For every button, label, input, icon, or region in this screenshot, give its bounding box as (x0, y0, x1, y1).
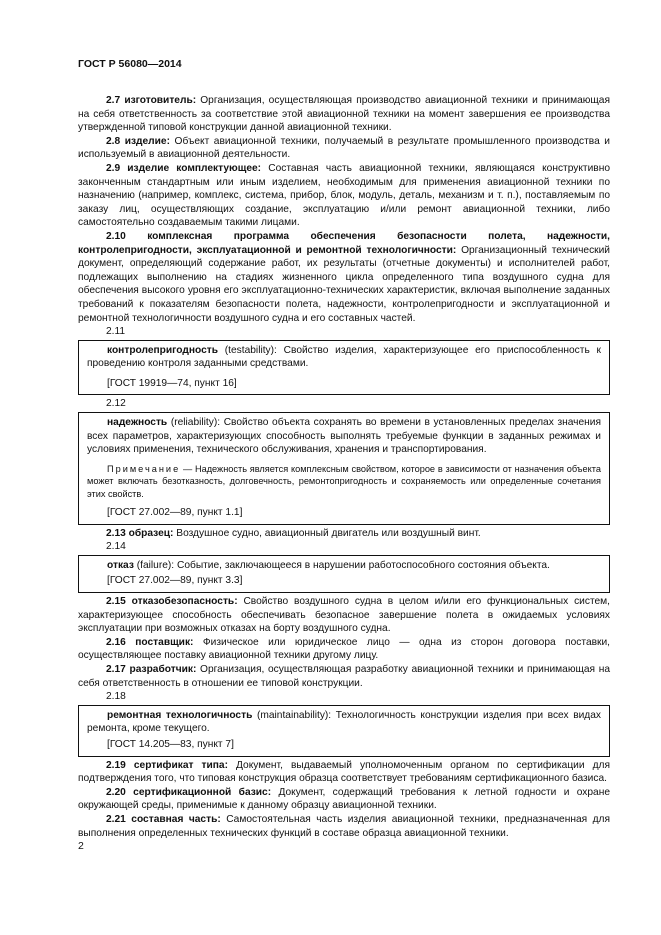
page-number: 2 (78, 840, 84, 852)
term-reference: [ГОСТ 14.205—83, пункт 7] (107, 738, 234, 750)
document-page (78, 58, 610, 840)
term-box-2-12 (78, 412, 610, 525)
term-definition: ремонтная технологичность (maintainability): Технологичность конструкции изделия при всех видах ремонта, кроме текущего. (87, 709, 601, 735)
clause-2-13: 2.13 образец: Воздушное судно, авиационный двигатель или воздушный винт. (106, 527, 481, 539)
clause-2-7: 2.7 изготовитель: Организация, осуществляющая производство авиационной техники и принимающая на себя ответственность за соответствие этой авиационной техники на момент завершения ее производства утвержденной типовой конструкции данной авиационной техники. (78, 95, 610, 134)
term-box-2-11 (78, 340, 610, 396)
term-definition: контролепригодность (testability): Свойство изделия, характеризующее его приспособленность к проведению контроля заданными средствами. (87, 344, 601, 370)
term-definition: надежность (reliability): Свойство объекта сохранять во времени в установленных пределах значения всех параметров, характеризующих способность выполнять требуемые функции в заданных режимах и условиях применения, технического обслуживания, хранения и транспортирования. (87, 417, 601, 456)
clause-2-16: 2.16 поставщик: Физическое или юридическое лицо — одна из сторон договора поставки, осуществляющее поставку авиационной техники другому лицу. (78, 636, 610, 662)
clause-2-20: 2.20 сертификационной базис: Документ, содержащий требования к летной годности и охране окружающей среды, применимые к данному образцу авиационной техники. (78, 786, 610, 812)
term-box-2-14 (78, 555, 610, 593)
clause-2-21: 2.21 составная часть: Самостоятельная часть изделия авиационной техники, предназначенная для выполнения определенных технических функций в составе образца авиационной техники. (78, 813, 610, 839)
clause-2-17: 2.17 разработчик: Организация, осуществляющая разработку авиационной техники и принимающая на себя ответственность в отношении ее типовой конструкции. (78, 664, 610, 689)
clause-number-2-12: 2.12 (106, 398, 126, 410)
term-reference: [ГОСТ 19919—74, пункт 16] (107, 377, 237, 389)
clause-2-19: 2.19 сертификат типа: Документ, выдаваемый уполномоченным органом по сертификации для подтверждения того, что типовая конструкция образца соответствует требованиям сертификационного базиса. (78, 759, 610, 785)
term-reference: [ГОСТ 27.002—89, пункт 1.1] (107, 507, 243, 519)
clause-2-8: 2.8 изделие: Объект авиационной техники, получаемый в результате промышленного производства и используемый в авиационной деятельности. (78, 135, 610, 161)
clause-number-2-18: 2.18 (106, 691, 126, 703)
document-header: ГОСТ Р 56080—2014 (78, 58, 182, 70)
term-note: Примечание — Надежность является комплексным свойством, которое в зависимости от назначения объекта может включать безотказность, долговечность, ремонтопригодность и сохраняемость или определенные сочетания этих свойств. (87, 463, 601, 499)
clause-2-10: 2.10 комплексная программа обеспечения безопасности полета, надежности, контролепригодности, эксплуатационной и ремонтной технологичности: Организационный технический документ, определяющий содержание работ, их результаты (отчетные документы) и исполнителей работ, подлежащих выполнению на стадиях жизненного цикла определенного типа воздушного судна для обеспечения высокого уровня его эксплуатационно-технических характеристик, включая выполнение заданных требований к показателям безопасности полета, надежности, контролепригодности и эксплуатационной и ремонтной технологичности воздушного судна и его составных частей. (78, 230, 610, 324)
term-box-2-18 (78, 705, 610, 757)
clause-number-2-14: 2.14 (106, 541, 126, 553)
clause-2-9: 2.9 изделие комплектующее: Составная часть авиационной техники, являющаяся конструктивно законченным стандартным или иным изделием, необходимым для применения авиационной техники по назначению (например, комплекс, система, прибор, блок, модуль, деталь, механизм и т. п.), поставляемым по заказу лиц, осуществляющих создание, эксплуатацию и/или ремонт авиационной техники, либо самостоятельно создаваемым такими лицами. (78, 162, 610, 229)
term-reference: [ГОСТ 27.002—89, пункт 3.3] (107, 575, 243, 587)
clause-2-15: 2.15 отказобезопасность: Свойство воздушного судна в целом и/или его функциональных систем, характеризующее способность обеспечивать безопасное завершение полета в ожидаемых условиях эксплуатации при возможных отказах на борту воздушного судна. (78, 596, 610, 635)
term-definition: отказ (failure): Событие, заключающееся в нарушении работоспособного состояния объекта. (107, 559, 550, 571)
clause-number-2-11: 2.11 (106, 326, 126, 338)
